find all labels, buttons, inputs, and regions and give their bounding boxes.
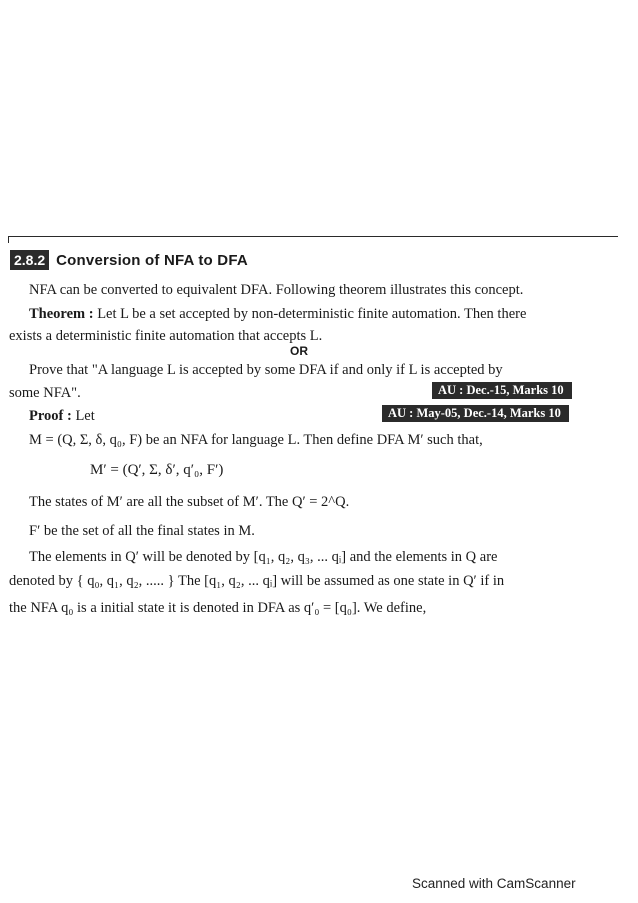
section-number: 2.8.2 xyxy=(10,250,49,270)
exam-reference-badge-2: AU : May-05, Dec.-14, Marks 10 xyxy=(382,405,569,422)
elements-line-1: The elements in Q′ will be denoted by [q₁, q₂, q₃, ... qᵢ] and the elements in Q are xyxy=(29,549,498,565)
theorem-line-2: exists a deterministic finite automation that accepts L. xyxy=(9,328,323,344)
elements-line-2: denoted by { q₀, q₁, q₂, ..... } The [q₁, q₂, ... qᵢ] will be assumed as one state in Q′ if in xyxy=(9,573,505,589)
states-line: The states of M′ are all the subset of M′. The Q′ = 2^Q. xyxy=(29,494,350,510)
intro-paragraph: NFA can be converted to equivalent DFA. Following theorem illustrates this concept. xyxy=(29,282,524,298)
top-rule xyxy=(8,236,618,237)
elements-line-3: the NFA q₀ is a initial state it is denoted in DFA as q′₀ = [q₀]. We define, xyxy=(9,600,427,616)
dfa-definition: M′ = (Q′, Σ, δ′, q′₀, F′) xyxy=(90,462,224,478)
section-heading xyxy=(10,250,248,270)
nfa-definition: M = (Q, Σ, δ, q₀, F) be an NFA for language L. Then define DFA M′ such that, xyxy=(29,432,483,448)
proof-label: Proof : xyxy=(29,408,72,424)
theorem-text-1: Let L be a set accepted by non-deterministic finite automation. Then there xyxy=(93,306,527,322)
scanner-watermark: Scanned with CamScanner xyxy=(412,876,576,891)
theorem-line-1 xyxy=(29,306,526,323)
theorem-label: Theorem : xyxy=(29,306,94,322)
final-states-line: F′ be the set of all the final states in M. xyxy=(29,523,255,539)
proof-text: Let xyxy=(71,408,95,424)
prove-line-2: some NFA". xyxy=(9,385,81,401)
prove-line-1: Prove that "A language L is accepted by some DFA if and only if L is accepted by xyxy=(29,362,503,378)
exam-reference-badge-1: AU : Dec.-15, Marks 10 xyxy=(432,382,572,399)
or-separator: OR xyxy=(290,344,308,358)
top-rule-tick xyxy=(8,236,9,243)
proof-line xyxy=(29,408,95,425)
section-title: Conversion of NFA to DFA xyxy=(56,251,248,269)
